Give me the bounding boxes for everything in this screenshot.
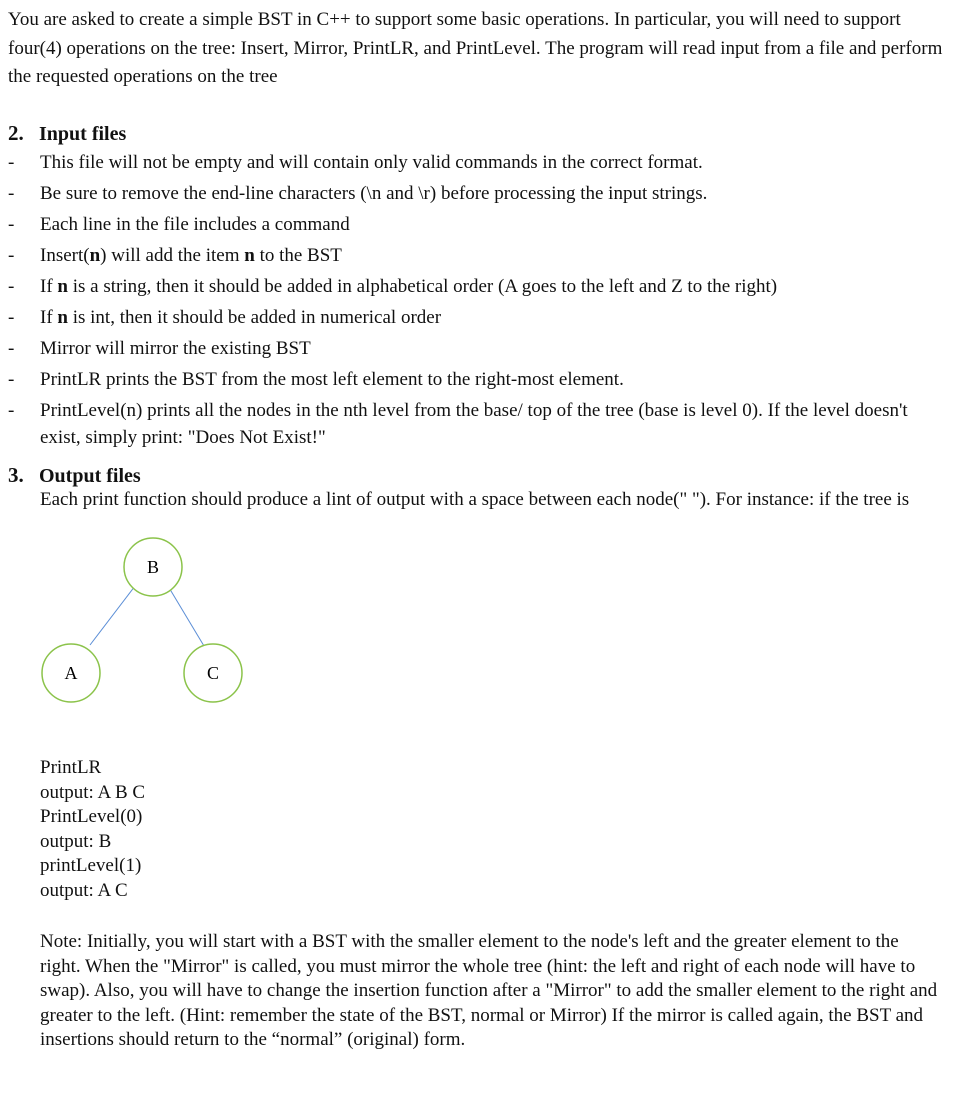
list-item-text: to the BST	[254, 245, 342, 266]
section-number: 2.	[8, 121, 24, 145]
bold-variable: n	[244, 245, 255, 266]
bold-variable: n	[57, 276, 68, 297]
list-item-text: If	[40, 276, 58, 297]
node-label: A	[64, 663, 78, 683]
list-item	[8, 149, 943, 176]
list-item-text: This file will not be empty and will contain only valid commands in the correct format.	[40, 152, 703, 173]
input-rules-list	[8, 149, 943, 455]
section-number: 3.	[8, 463, 24, 487]
edge-root-left	[90, 586, 135, 645]
list-item-text: Mirror will mirror the existing BST	[40, 338, 311, 359]
bold-variable: n	[89, 245, 101, 266]
example-line: printLevel(1)	[40, 855, 142, 876]
list-item-text: PrintLR prints the BST from the most left element to the right-most element.	[40, 369, 624, 390]
tree-node-root	[124, 538, 182, 596]
mirror-note: Note: Initially, you will start with a BST with the smaller element to the node's left and the greater element to the right. When the "Mirror" is called, you must mirror the whole tree (hint: the left and right of each node will have to swap). Also, you will have to change the insertion function after a "Mirror" to add the smaller element to the right and greater to the left. (Hint: remember the state of the BST, normal or Mirror) If the mirror is called again, the BST and insertions should return to the “normal” (original) form.	[40, 931, 938, 1050]
bst-diagram	[0, 530, 300, 710]
example-line: PrintLevel(0)	[40, 806, 143, 827]
output-description: Each print function should produce a lint of output with a space between each node(" "). For instance: if the tree is	[40, 489, 910, 510]
list-item	[8, 304, 943, 331]
section-title: Output files	[39, 465, 141, 487]
example-line: PrintLR	[40, 757, 102, 778]
example-line: output: A C	[40, 879, 128, 901]
list-item	[8, 366, 943, 393]
list-item-text: ) will add the item	[100, 245, 245, 266]
list-item	[8, 180, 943, 207]
tree-node-left	[42, 644, 100, 702]
list-item	[8, 273, 943, 300]
edge-root-right	[168, 586, 204, 646]
list-item	[8, 335, 943, 362]
list-item-text: Be sure to remove the end-line characters (\n and \r) before processing the input strings.	[40, 183, 708, 204]
section-title: Input files	[39, 123, 127, 145]
list-item-text: is int, then it should be added in numerical order	[67, 307, 442, 328]
print-examples	[40, 756, 145, 903]
intro-paragraph: You are asked to create a simple BST in C++ to support some basic operations. In particular, you will need to support four(4) operations on the tree: Insert, Mirror, PrintLR, and PrintLevel. The program will read input from a file and perform the requested operations on the tree	[8, 9, 943, 87]
list-item	[8, 242, 943, 269]
section-heading-input-files	[8, 120, 126, 147]
list-item-text: is a string, then it should be added in alphabetical order (A goes to the left and Z to the right)	[67, 276, 778, 297]
example-line: output: B	[40, 830, 112, 852]
list-item	[8, 397, 943, 451]
list-item-text: If	[40, 307, 58, 328]
list-item-text: Each line in the file includes a command	[40, 214, 350, 235]
bold-variable: n	[57, 307, 68, 328]
example-line: output: A B C	[40, 781, 146, 803]
node-label: C	[206, 663, 220, 683]
tree-node-right	[184, 644, 242, 702]
node-label: B	[146, 557, 160, 577]
list-item-text: Insert(	[40, 245, 90, 266]
section-heading-output-files	[8, 462, 141, 489]
list-item	[8, 211, 943, 238]
list-item-text: PrintLevel(n) prints all the nodes in the nth level from the base/ top of the tree (base is level 0). If the level doesn't exist, simply print: "Does Not Exist!"	[40, 400, 908, 448]
